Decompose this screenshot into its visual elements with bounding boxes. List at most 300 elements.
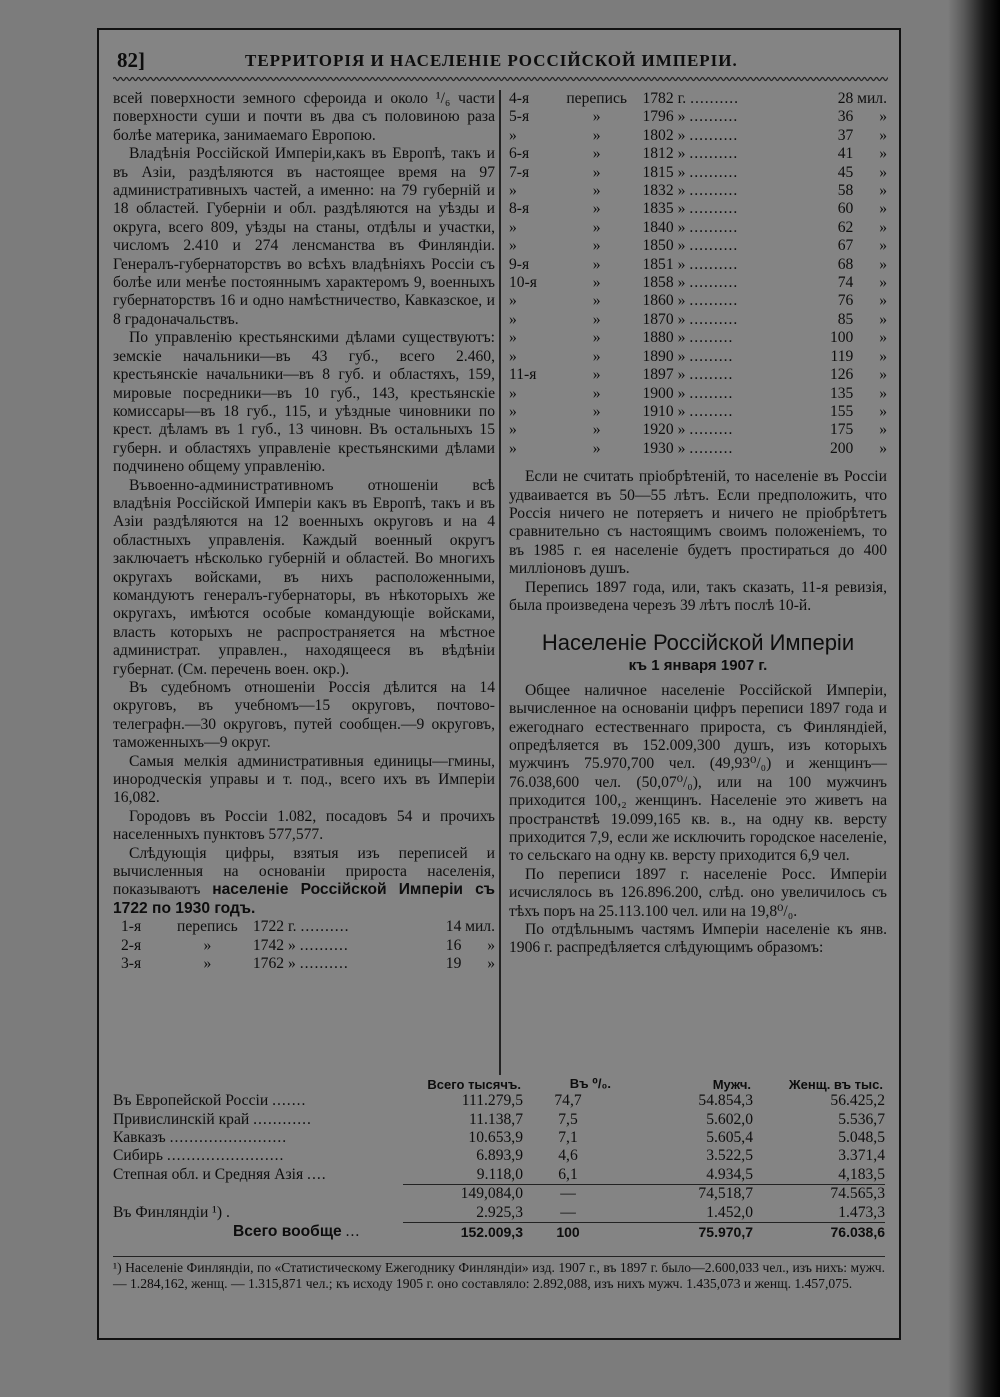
census-unit: » [879,182,887,200]
census-label: перепись [177,918,238,936]
census-revision: 3-я [121,955,142,973]
region-label: Въ Финляндіи ¹) [113,1203,223,1221]
dot-leader: ......... [689,421,734,439]
paragraph: Общее наличное населеніе Россійской Имперіи, вычисленное на основаніи цифръ переписи 1897 года и ежегоднаго естественнаго прироста, съ Финляндіей, опредѣляется въ 152.009,300 душъ, изъ которыхъ мужчинъ 75.970,700 чел. (49,93⁰/₀) и женщинъ—76.038,600 чел. (50,07⁰/₀), или на 100 мужчинъ приходится 100,₂ женщинъ. Населеніе это живетъ на пространствѣ 19.099,165 кв. в., на одну кв. версту приходится 7,9, если же исключить городское населеніе, то сельскаго на одну кв. версту приходится 6,9 чел. [509,681,887,865]
section-title: Населеніе Россійской Имперіи [541,630,855,656]
census-row [509,348,887,366]
footnote-rule [113,1256,885,1257]
census-label: » [592,329,601,347]
census-year: 1858 [642,274,674,292]
census-row [509,292,887,310]
dot-leader: .......... [689,182,739,200]
region-label: Сибирь [113,1147,163,1165]
census-leader [678,108,821,126]
region-name [113,1092,403,1110]
region-percent: — [523,1203,613,1222]
census-revision: 10-я [509,274,537,292]
census-leader [678,274,821,292]
census-row [509,385,887,403]
census-revision: » [509,310,517,328]
census-year: 1897 [642,366,674,384]
census-row [509,366,887,384]
census-value: 16 [445,936,462,954]
census-leader [678,164,821,182]
census-unit: » [879,329,887,347]
region-female: 4,183,5 [838,1165,885,1183]
census-revision: 6-я [509,145,530,163]
column-header: Всего тысячъ. [427,1076,521,1092]
census-unit: » [879,255,887,273]
region-total: 152.009,3 [460,1223,523,1240]
census-unit-mark: » [677,439,686,457]
census-year: 1850 [642,237,674,255]
left-column [113,90,495,974]
census-leader [678,366,821,384]
census-value: 28 [837,90,854,107]
census-year: 1930 [642,439,674,457]
column-header: Мужч. [712,1076,751,1092]
paragraph: Самыя мелкія административныя единицы—гмины, инородческія управы и т. под., всего ихъ въ Имперіи 16,082. [113,752,495,807]
census-unit: » [879,200,887,218]
census-row [509,90,887,108]
region-female: 76.038,6 [830,1223,885,1240]
census-leader [678,311,821,329]
region-name [113,1110,403,1128]
region-label: Кавказъ [113,1128,166,1146]
census-value: 74 [837,274,854,292]
census-revision: » [509,421,517,439]
census-year: 1796 [642,108,674,126]
census-label: » [203,955,212,973]
census-revision: 8-я [509,200,530,218]
census-unit-mark: » [677,274,686,292]
census-leader [678,200,821,218]
census-unit: » [879,439,887,457]
census-year: 1900 [642,384,674,402]
table-row [113,1129,885,1147]
census-unit: » [879,126,887,144]
paragraph: Въвоенно-административномъ отношеніи всѣ владѣнія Россійской Имперіи какъ въ Европѣ, такъ и въ Азіи раздѣляются на 12 военныхъ округовъ и на 4 областныхъ управленія. Каждый военный округъ заключаетъ нѣсколько губерній и областей. Во многихъ округахъ войсками, въ нихъ расположенными, командуютъ генералъ-губернаторы, въ нѣкоторыхъ же округахъ, имѣются особые командующіе войсками, власть которыхъ не распространяется на мѣстное администрат. управлен., находящееся въ вѣдѣніи губернат. (См. перечень воен. окр.). [113,476,495,678]
census-value: 58 [837,182,854,200]
census-revision: 11-я [509,366,537,384]
section-subtitle: къ 1 января 1907 г. [628,657,768,675]
census-label: » [592,200,601,218]
region-female: 56.425,2 [830,1092,885,1110]
census-unit-mark: » [677,402,686,420]
census-unit: » [879,421,887,439]
census-unit-mark: » [288,955,296,973]
census-unit: » [879,237,887,255]
table-row [113,1166,885,1185]
census-leader [678,385,821,403]
census-year: 1832 [642,182,674,200]
census-unit-mark: » [677,366,686,384]
census-revision: 5-я [509,108,530,126]
book-page [97,28,901,1340]
census-revision: » [509,439,517,457]
census-unit: » [879,384,887,402]
census-value: 135 [829,384,854,402]
census-unit-mark: » [677,310,686,328]
region-percent: 7,5 [558,1110,578,1128]
census-row [509,440,887,458]
census-leader [288,918,429,936]
census-label: » [592,310,601,328]
census-revision: » [509,347,517,365]
census-label: » [592,439,601,457]
census-year: 1851 [642,255,674,273]
census-revision: 1-я [121,918,142,936]
census-label: » [592,292,601,310]
book-spine-shadow [948,0,1000,1397]
census-unit: мил. [857,90,887,107]
census-row [509,219,887,237]
census-leader [678,348,821,366]
region-male: 5.605,4 [706,1128,753,1146]
ornamental-wavy-rule [113,75,888,83]
census-year: 1722 [252,918,285,936]
census-leader [678,292,821,310]
census-value: 85 [837,310,854,328]
region-male: 4.934,5 [706,1165,753,1183]
region-male: 1.452,0 [613,1203,753,1222]
census-revision: » [509,329,517,347]
census-label: » [203,936,212,954]
census-year: 1920 [642,421,674,439]
dot-leader: .......... [689,310,739,328]
header-spacer [113,1076,403,1092]
census-row [509,256,887,274]
census-unit-mark: » [288,936,296,954]
grand-total-row [113,1222,885,1241]
census-row [509,164,887,182]
region-percent: — [523,1184,613,1203]
region-male: 75.970,7 [698,1223,753,1240]
census-row [509,145,887,163]
census-value: 67 [837,237,854,255]
census-value: 60 [837,200,854,218]
census-label: » [592,182,601,200]
region-female: 5.048,5 [838,1128,885,1146]
column-header: Въ ⁰/₀. [569,1076,611,1091]
region-total: 9.118,0 [476,1165,523,1183]
paragraph [113,845,495,919]
census-unit: » [879,366,887,384]
region-label: Всего вообще [233,1222,342,1240]
census-unit-mark: » [677,237,686,255]
census-value: 14 [445,918,462,936]
census-unit-mark: » [677,182,686,200]
dot-leader: ............ [253,1110,312,1128]
region-total: 10.653,9 [468,1128,523,1146]
dot-leader: .......... [689,292,739,310]
dot-leader: .......... [689,126,739,144]
census-row [509,182,887,200]
census-table-right [509,90,887,458]
region-female: 5.536,7 [838,1110,885,1128]
census-year: 1802 [642,126,674,144]
census-label: » [592,347,601,365]
census-unit-mark: » [677,347,686,365]
table-row [113,1092,885,1110]
census-leader [678,421,821,439]
census-table-left [121,918,495,973]
census-unit-mark: » [677,163,686,181]
census-revision: » [509,218,517,236]
census-leader [678,329,821,347]
table-header-row [113,1076,885,1092]
census-unit: » [879,402,887,420]
census-leader [678,145,821,163]
census-revision: » [509,237,517,255]
census-unit: » [879,292,887,310]
census-revision: 4-я [509,90,530,107]
dot-leader: .......... [689,163,739,181]
right-column [509,90,887,958]
census-value: 76 [837,292,854,310]
dot-leader: ......... [689,347,734,365]
census-year: 1840 [642,218,674,236]
census-label: » [592,255,601,273]
region-name [113,1129,403,1147]
region-female: 3.371,4 [838,1147,885,1165]
census-leader [678,440,821,458]
census-revision: » [509,384,517,402]
bold-heading-text: населеніе Россійской Имперіи съ 1722 по 1930 годъ. [113,881,495,917]
region-label: Въ Европейской Россіи [113,1092,269,1110]
dot-leader: .......... [689,218,739,236]
population-by-region-table [113,1076,885,1241]
census-label: » [592,145,601,163]
dot-leader: ......... [689,384,734,402]
census-unit: мил. [465,918,495,936]
census-unit-mark: » [677,329,686,347]
census-value: 45 [837,163,854,181]
census-row [509,108,887,126]
census-value: 36 [837,108,854,126]
census-unit-mark: » [677,384,686,402]
census-value: 62 [837,218,854,236]
census-unit: » [879,108,887,126]
census-label: » [592,274,601,292]
dot-leader: .......... [689,145,739,163]
region-male: 54.854,3 [698,1092,753,1110]
dot-leader: .......... [299,955,349,973]
census-unit-mark: г. [677,90,687,107]
dot-leader: ....... [272,1092,307,1110]
census-year: 1880 [642,329,674,347]
region-name [113,1166,403,1185]
dot-leader: .......... [689,108,739,126]
census-unit-mark: » [677,292,686,310]
footnote: ¹) Населеніе Финляндіи, по «Статистическому Ежегоднику Финляндіи» изд. 1907 г., въ 1897 г. было—2.600,033 чел., изъ нихъ: мужч. — 1.284,162, женщ. — 1.315,871 чел.; къ исходу 1905 г. оно составляло: 2.892,088, изъ нихъ мужч. 1.435,073 и женщ. 1.457,075. [113,1260,885,1291]
census-row [509,127,887,145]
dot-leader: ......... [689,439,734,457]
region-male: 74,518,7 [613,1184,753,1203]
region-name [113,1184,403,1203]
census-leader [288,955,429,973]
paragraph-text: Слѣдующія цифры, взятыя изъ переписей и вычисленныя на основаніи прироста населенія, показываютъ [113,844,495,899]
census-unit: » [879,163,887,181]
region-percent: 6,1 [558,1165,578,1183]
region-name [113,1147,403,1165]
census-row [509,200,887,218]
dot-leader: .......... [689,255,739,273]
paragraph: Перепись 1897 года, или, такъ сказать, 11-я ревизія, была произведена черезъ 39 лѣтъ послѣ 10-й. [509,578,887,614]
region-male: 3.522,5 [706,1147,753,1165]
census-row [509,274,887,292]
region-percent: 7,1 [558,1128,578,1146]
census-revision: 7-я [509,163,530,181]
census-year: 1870 [642,310,674,328]
paragraph: По отдѣльнымъ частямъ Имперіи населеніе къ янв. 1906 г. распредѣляется слѣдующимъ образомъ: [509,921,887,957]
census-revision: 2-я [121,936,142,954]
census-leader [678,182,821,200]
paragraph: Владѣнія Россійской Имперіи,какъ въ Европѣ, такъ и въ Азіи, раздѣляются въ настоящее время на 97 административныхъ частей, а именно: на 79 губерній и 18 областей. Губерніи и обл. раздѣляются на уѣзды и округа, всего 809, уѣзды на станы, отдѣлы и участки, числомъ 2.410 и 274 ленсманства въ Финляндіи. Генералъ-губернаторствъ во всѣхъ владѣніяхъ Россіи съ болѣе или менѣе постояннымъ характеромъ 9, военныхъ губернаторствъ 16 и одно намѣстничество, Кавказское, и 8 градоначальствъ. [113,145,495,328]
region-name [113,1222,403,1241]
table-row [113,1110,885,1128]
region-male: 5.602,0 [706,1110,753,1128]
census-revision: » [509,126,517,144]
census-value: 155 [829,402,854,420]
dot-leader: ... [345,1222,361,1240]
dot-leader: . [225,1203,231,1221]
paragraph: Если не считать пріобрѣтеній, то населеніе въ Россіи удваивается въ 50—55 лѣтъ. Если предположить, что Россія ничего не потеряетъ и ничего не пріобрѣтетъ сравнительно съ настоящимъ своимъ положеніемъ, то въ 1985 г. ея населеніе будетъ простираться до 400 милліоновъ душъ. [509,468,887,578]
region-label: Степная обл. и Средняя Азія [113,1166,304,1183]
census-unit: » [487,955,495,973]
census-row [509,421,887,439]
census-year: 1890 [642,347,674,365]
census-unit-mark: » [677,218,686,236]
region-percent: 4,6 [558,1147,578,1165]
census-year: 1762 [252,955,285,973]
census-revision: » [509,402,517,420]
finland-row [113,1203,885,1222]
census-unit-mark: » [677,108,686,126]
paragraph: всей поверхности земного сфероида и около ¹/₆ части поверхности суши и почти въ два съ половиною раза болѣе материка, занимаемаго Европою. [113,90,495,144]
dot-leader: ......... [689,366,734,384]
census-value: 41 [837,145,854,163]
census-value: 68 [837,255,854,273]
page-number: 82] [117,48,145,72]
table-row [113,1147,885,1165]
census-unit: » [879,145,887,163]
census-leader [678,403,821,421]
census-unit-mark: » [677,145,686,163]
dot-leader: ......... [689,402,734,420]
column-divider [499,90,501,1075]
subtotal-row [113,1184,885,1203]
region-total: 11.138,7 [469,1110,523,1128]
dot-leader: .......... [689,200,739,218]
region-percent: 100 [556,1223,580,1240]
census-leader [288,937,429,955]
census-value: 119 [830,347,854,365]
census-label: » [592,108,601,126]
paragraph: Въ судебномъ отношеніи Россія дѣлится на 14 округовъ, въ учебномъ—15 округовъ, почтово-телеграфн.—30 округовъ, путей сообщен.—9 округовъ, таможенныхъ—9 округ. [113,679,495,752]
census-row [509,311,887,329]
region-total: 2.925,3 [403,1203,523,1222]
dot-leader: .......... [690,90,740,107]
region-label: Привислинскій край [113,1110,250,1128]
dot-leader: .......... [689,274,739,292]
census-value: 37 [837,126,854,144]
census-year: 1860 [642,292,674,310]
census-value: 100 [829,329,854,347]
column-header: Женщ. въ тыс. [788,1076,883,1092]
dot-leader: .... [307,1166,327,1183]
region-name [113,1203,403,1222]
dot-leader: ......... [689,329,734,347]
census-row [509,403,887,421]
census-unit-mark: » [677,255,686,273]
census-revision: » [509,292,517,310]
region-total: 6.893,9 [476,1147,523,1165]
region-female: 74.565,3 [753,1184,885,1203]
dot-leader: .......... [300,918,350,936]
census-unit-mark: » [677,126,686,144]
census-value: 126 [829,366,854,384]
census-row [509,329,887,347]
paragraph: По управленію крестьянскими дѣлами существуютъ: земскіе начальники—въ 43 губ., всего 2.460, крестьянскіе начальники—въ 8 губ. и областяхъ, 159, мировые посредники—въ 10 губ., 143, крестьянскіе комиссары—въ 18 губ., 115, и уѣздные чиновники по крест. дѣламъ въ 1 губ., 13 чиновн. Въ остальныхъ 15 губерн. и областяхъ управленіе крестьянскими дѣлами подчинено общему управленію. [113,329,495,476]
census-row [509,237,887,255]
census-label: » [592,163,601,181]
census-year: 1835 [642,200,674,218]
census-unit: » [487,936,495,954]
census-leader [678,237,821,255]
census-revision: » [509,182,517,200]
page-header [117,48,882,78]
census-value: 200 [829,439,854,457]
census-unit-mark: » [677,200,686,218]
census-unit: » [879,218,887,236]
region-female: 1.473,3 [753,1203,885,1222]
paragraph: По переписи 1897 г. населеніе Росс. Имперіи исчислялось въ 126.896.200, слѣд. оно увеличилось съ тѣхъ поръ на 25.113.100 чел. или на 19,8⁰/₀. [509,865,887,920]
region-total: 149,084,0 [403,1184,523,1203]
region-percent: 74,7 [554,1092,582,1110]
census-label: » [592,421,601,439]
dot-leader: ........................ [169,1128,288,1146]
census-year: 1812 [642,145,674,163]
census-label: » [592,366,601,384]
census-row [121,955,495,973]
census-unit: » [879,310,887,328]
census-unit-mark: » [677,421,686,439]
census-label: » [592,126,601,144]
dot-leader: ........................ [166,1147,285,1165]
running-title: ТЕРРИТОРІЯ И НАСЕЛЕНІЕ РОССІЙСКОЙ ИМПЕРІИ. [245,51,738,70]
census-leader [678,256,821,274]
census-value: 19 [445,955,462,973]
census-label: » [592,237,601,255]
census-year: 1782 [642,90,674,107]
dot-leader: .......... [299,936,349,954]
census-unit-mark: г. [288,918,297,936]
paragraph: Городовъ въ Россіи 1.082, посадовъ 54 и прочихъ населенныхъ пунктовъ 577,577. [113,807,495,844]
census-unit: » [879,347,887,365]
region-total: 111.279,5 [461,1092,523,1110]
census-row [121,918,495,936]
census-year: 1910 [642,402,674,420]
census-label: » [592,384,601,402]
census-leader [678,219,821,237]
census-unit: » [879,274,887,292]
census-revision: 9-я [509,255,530,273]
census-leader [678,127,821,145]
census-label: перепись [566,90,628,107]
census-leader [678,90,821,108]
census-row [121,937,495,955]
